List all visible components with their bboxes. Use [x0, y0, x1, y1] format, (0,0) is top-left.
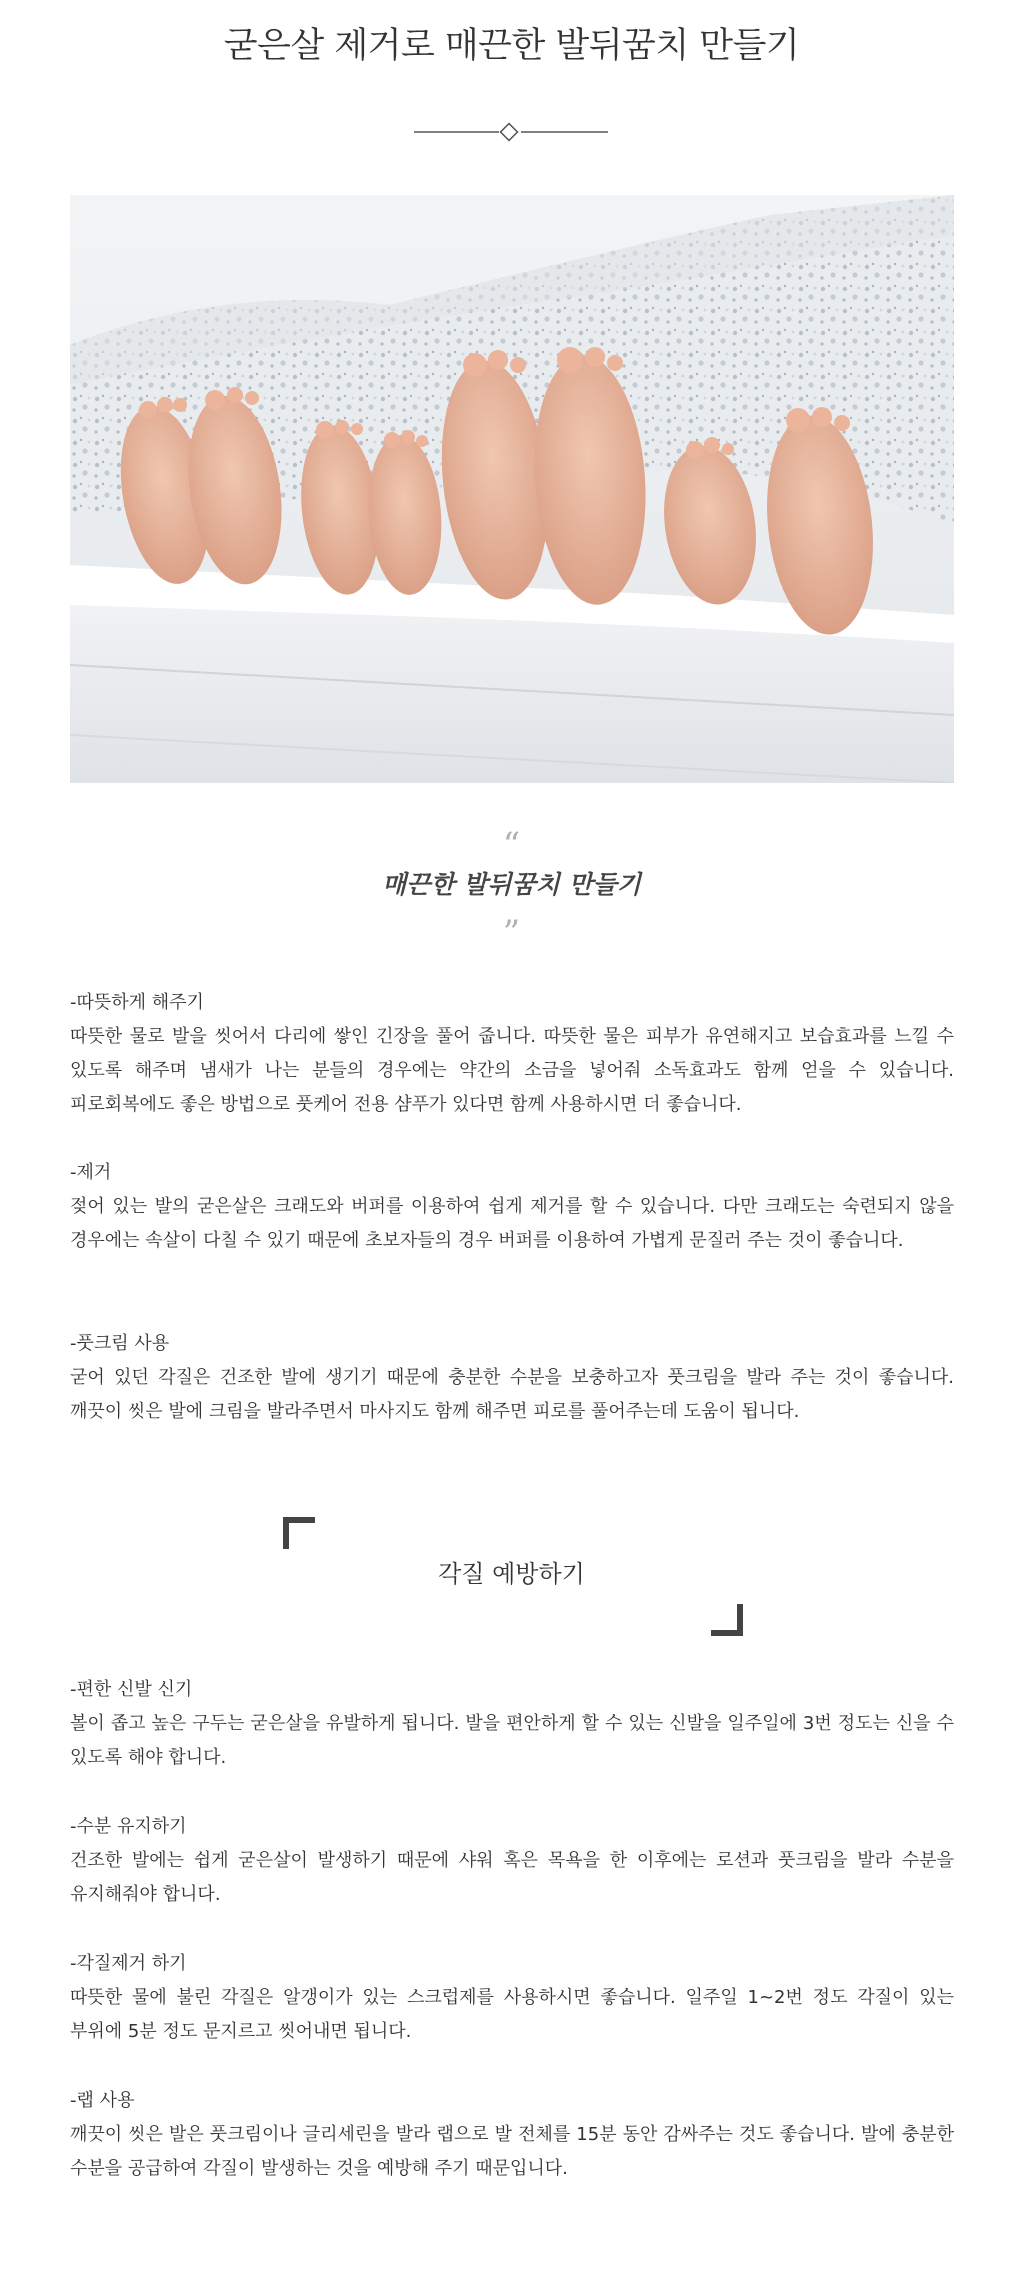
- close-quote-mark: ”: [502, 913, 521, 953]
- section-label: -편한 신발 신기: [70, 1679, 193, 1700]
- quote-subtitle: 매끈한 발뒤꿈치 만들기: [382, 870, 641, 899]
- section-label: -랩 사용: [70, 2090, 135, 2111]
- corner-bracket-top-left: [283, 1517, 315, 1549]
- section-body: 굳어 있던 각질은 건조한 발에 생기기 때문에 충분한 수분을 보충하고자 풋크림을 발라 주는 것이 좋습니다. 깨끗이 씻은 발에 크림을 발라주면서 마사지도 함께 해주면 피로를 풀어주는데 도움이 됩니다.: [70, 1367, 954, 1422]
- prevention-item-exfoliate: [70, 1947, 954, 2049]
- corner-bracket-bottom-right: [711, 1604, 743, 1636]
- section-label: -따뜻하게 해주기: [70, 992, 204, 1013]
- prevention-item-shoes: [70, 1673, 954, 1775]
- section-label: -수분 유지하기: [70, 1816, 187, 1837]
- prevention-heading: 각질 예방하기: [438, 1560, 585, 1588]
- section-warm: [70, 986, 954, 1122]
- open-quote-mark: “: [502, 825, 521, 865]
- prevention-item-wrap: [70, 2084, 954, 2186]
- section-body: 따뜻한 물에 불린 각질은 알갱이가 있는 스크럽제를 사용하시면 좋습니다. 일주일 1~2번 정도 각질이 있는 부위에 5분 정도 문지르고 씻어내면 됩니다.: [70, 1987, 954, 2042]
- section-body: 건조한 발에는 쉽게 굳은살이 발생하기 때문에 샤워 혹은 목욕을 한 이후에는 로션과 풋크림을 발라 수분을 유지해줘야 합니다.: [70, 1850, 954, 1905]
- section-body: 젖어 있는 발의 굳은살은 크래도와 버퍼를 이용하여 쉽게 제거를 할 수 있습니다. 다만 크래도는 숙련되지 않을 경우에는 속살이 다칠 수 있기 때문에 초보자들의 경우 버퍼를 이용하여 가볍게 문질러 주는 것이 좋습니다.: [70, 1196, 954, 1251]
- section-label: -각질제거 하기: [70, 1953, 187, 1974]
- section-body: 따뜻한 물로 발을 씻어서 다리에 쌓인 긴장을 풀어 줍니다. 따뜻한 물은 피부가 유연해지고 보습효과를 느낄 수 있도록 해주며 냄새가 나는 분들의 경우에는 약간의 소금을 넣어줘 소독효과도 함께 얻을 수 있습니다. 피로회복에도 좋은 방법으로 풋케어 전용 샴푸가 있다면 함께 사용하시면 더 좋습니다.: [70, 1026, 954, 1115]
- section-body: 깨끗이 씻은 발은 풋크림이나 글리세린을 발라 랩으로 발 전체를 15분 동안 감싸주는 것도 좋습니다. 발에 충분한 수분을 공급하여 각질이 발생하는 것을 예방해 주기 때문입니다.: [70, 2124, 954, 2179]
- feet-under-blanket-photo: [70, 195, 954, 783]
- page-title: 굳은살 제거로 매끈한 발뒤꿈치 만들기: [223, 26, 800, 66]
- section-footcream: [70, 1327, 954, 1429]
- title-divider: [414, 122, 608, 142]
- section-body: 볼이 좁고 높은 구두는 굳은살을 유발하게 됩니다. 발을 편안하게 할 수 있는 신발을 일주일에 3번 정도는 신을 수 있도록 해야 합니다.: [70, 1713, 954, 1768]
- section-label: -풋크림 사용: [70, 1333, 170, 1354]
- prevention-item-moisture: [70, 1810, 954, 1912]
- section-label: -제거: [70, 1162, 112, 1183]
- section-remove: [70, 1156, 954, 1258]
